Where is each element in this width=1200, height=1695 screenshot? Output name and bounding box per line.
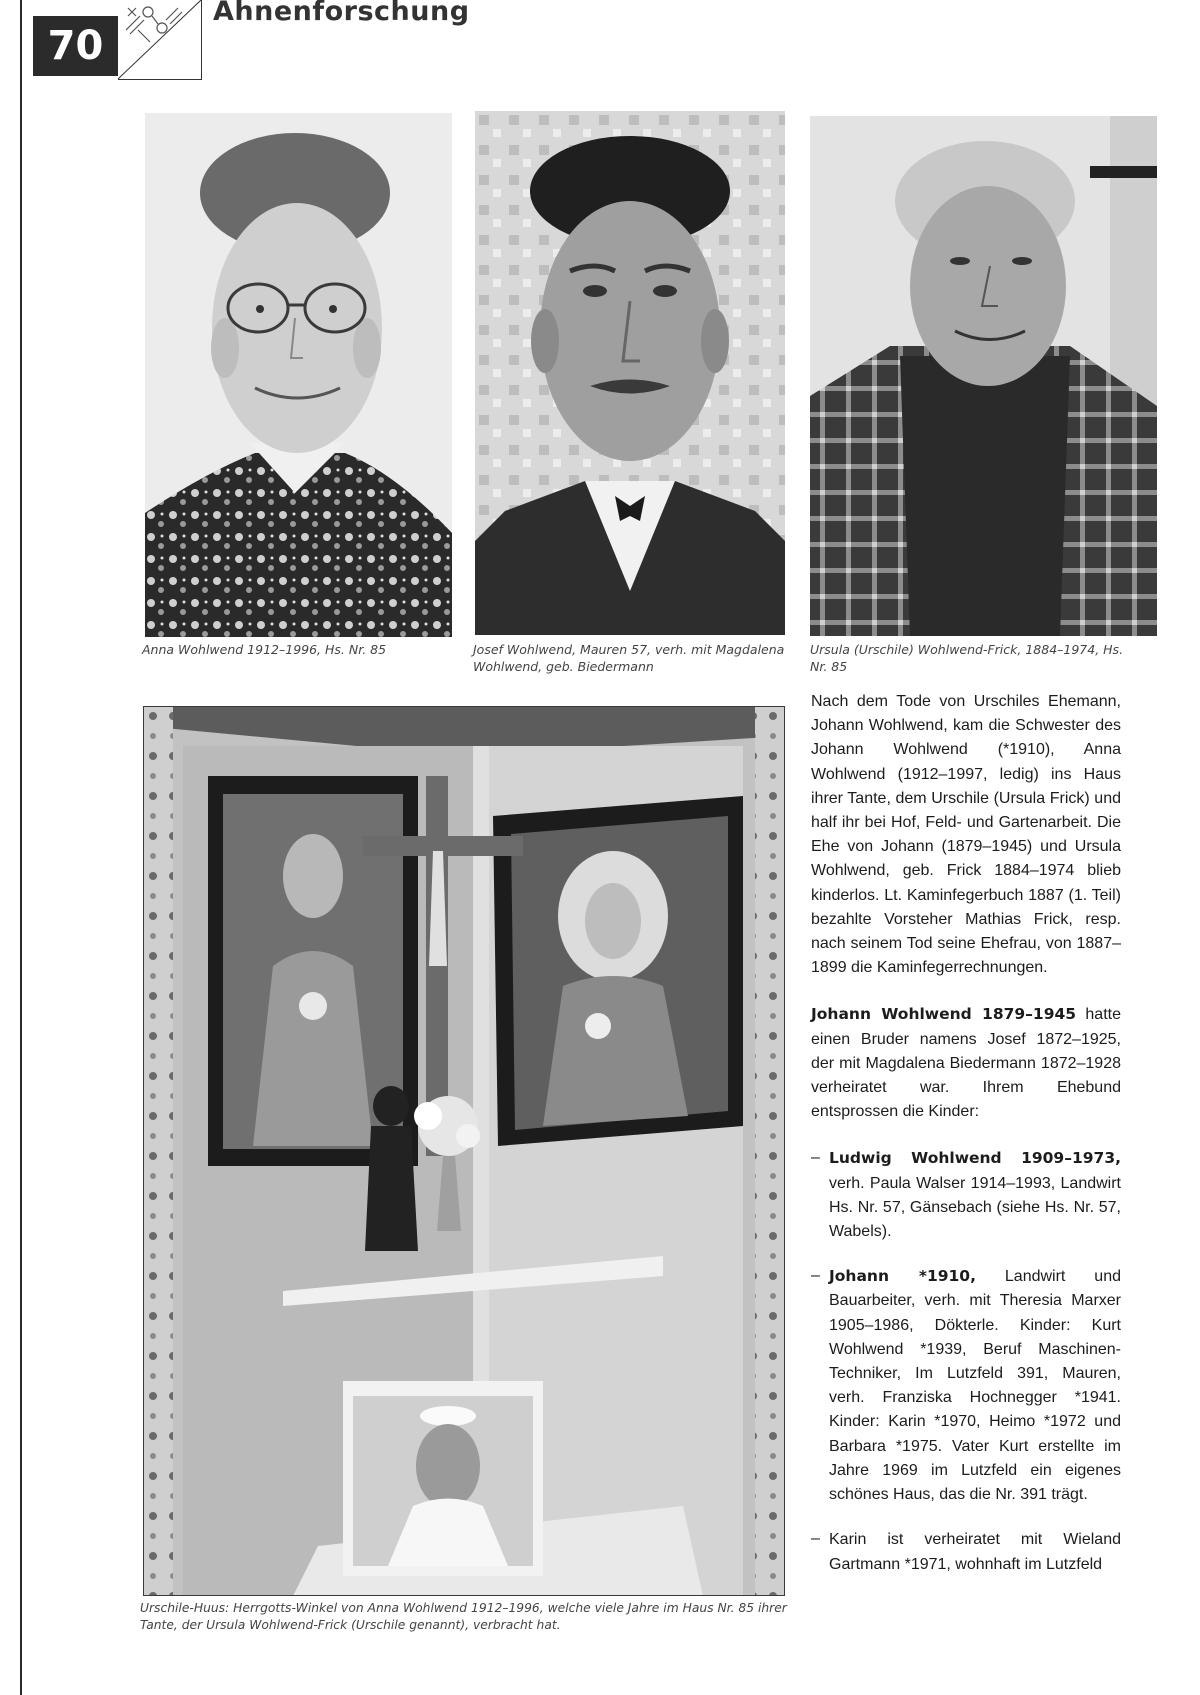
portrait-ursula-wohlwend-frick [810, 116, 1157, 636]
list-item-text: Karin ist verheiratet mit Wieland Gartmann *1971, wohnhaft im Lutzfeld [829, 1531, 1121, 1573]
list-item [811, 1527, 1121, 1576]
list-dash: – [811, 1267, 820, 1285]
section-title: Ahnenforschung [213, 0, 470, 27]
article-text-column [811, 690, 1121, 1597]
list-item-text: Landwirt und Bauarbeiter, verh. mit Theresia Marxer 1905–1986, Dökterle. Kinder: Kurt Wohlwend *1939, Beruf Maschinen-Techniker, Im Lutzfeld 391, Mauren, verh. Franziska Hochnegger *1941. Kinder: Karin *1970, Heimo *1972 und Barbara *1975. Vater Kurt erstellte im Jahre 1969 im Lutzfeld ein eigenes schönes Haus, das die Nr. 391 trägt. [829, 1268, 1121, 1504]
portrait-josef-wohlwend [475, 111, 785, 635]
photo-herrgotts-winkel [143, 706, 785, 1596]
list-dash: – [811, 1530, 820, 1548]
caption-ursula: Ursula (Urschile) Wohlwend-Frick, 1884–1974, Hs. Nr. 85 [810, 642, 1124, 674]
list-item [811, 1146, 1121, 1244]
list-item-heading: Ludwig Wohlwend 1909–1973, [829, 1149, 1121, 1168]
list-item-text: verh. Paula Walser 1914–1993, Landwirt Hs. Nr. 57, Gänsebach (siehe Hs. Nr. 57, Wabels). [829, 1174, 1121, 1241]
paragraph-johann [811, 1002, 1121, 1124]
caption-anna: Anna Wohlwend 1912–1996, Hs. Nr. 85 [142, 642, 387, 657]
page-number: 70 [33, 16, 118, 76]
paragraph-urschile: Nach dem Tode von Urschiles Ehemann, Johann Wohlwend, kam die Schwester des Johann Wohlwend (*1910), Anna Wohlwend (1912–1997, ledig) ins Haus ihrer Tante, dem Urschile (Ursula Frick) und half ihr bei Hof, Feld- und Gartenarbeit. Die Ehe von Johann (1879–1945) und Ursula Wohlwend, geb. Frick 1884–1974 blieb kinderlos. Lt. Kaminfegerbuch 1887 (1. Teil) bezahlte Vorsteher Mathias Frick, resp. nach seinem Tod seine Ehefrau, von 1887–1899 die Kaminfegerrechnungen. [811, 693, 1121, 977]
caption-josef: Josef Wohlwend, Mauren 57, verh. mit Magdalena Wohlwend, geb. Biedermann [473, 642, 785, 674]
portrait-anna-wohlwend [145, 113, 452, 637]
pope-photo [343, 1381, 543, 1576]
list-item-heading: Johann *1910, [829, 1267, 976, 1286]
list-item [811, 1264, 1121, 1507]
list-dash: – [811, 1149, 820, 1167]
caption-herrgotts-winkel: Urschile-Huus: Herrgotts-Winkel von Anna Wohlwend 1912–1996, welche viele Jahre im Haus Nr. 85 ihrer Tante, der Ursula Wohlwend-Frick (Urschile genannt), verbracht hat. [140, 1601, 787, 1632]
johann-text: hatte einen Bruder namens Josef 1872–1925, der mit Magdalena Biedermann 1872–1928 verheiratet war. Ihrem Ehebund entsprossen die Kinder: [811, 1006, 1121, 1121]
johann-heading: Johann Wohlwend 1879–1945 [811, 1005, 1077, 1024]
crest-logo [118, 0, 202, 80]
left-margin-rule [20, 0, 22, 1695]
madonna-picture [493, 796, 743, 1146]
